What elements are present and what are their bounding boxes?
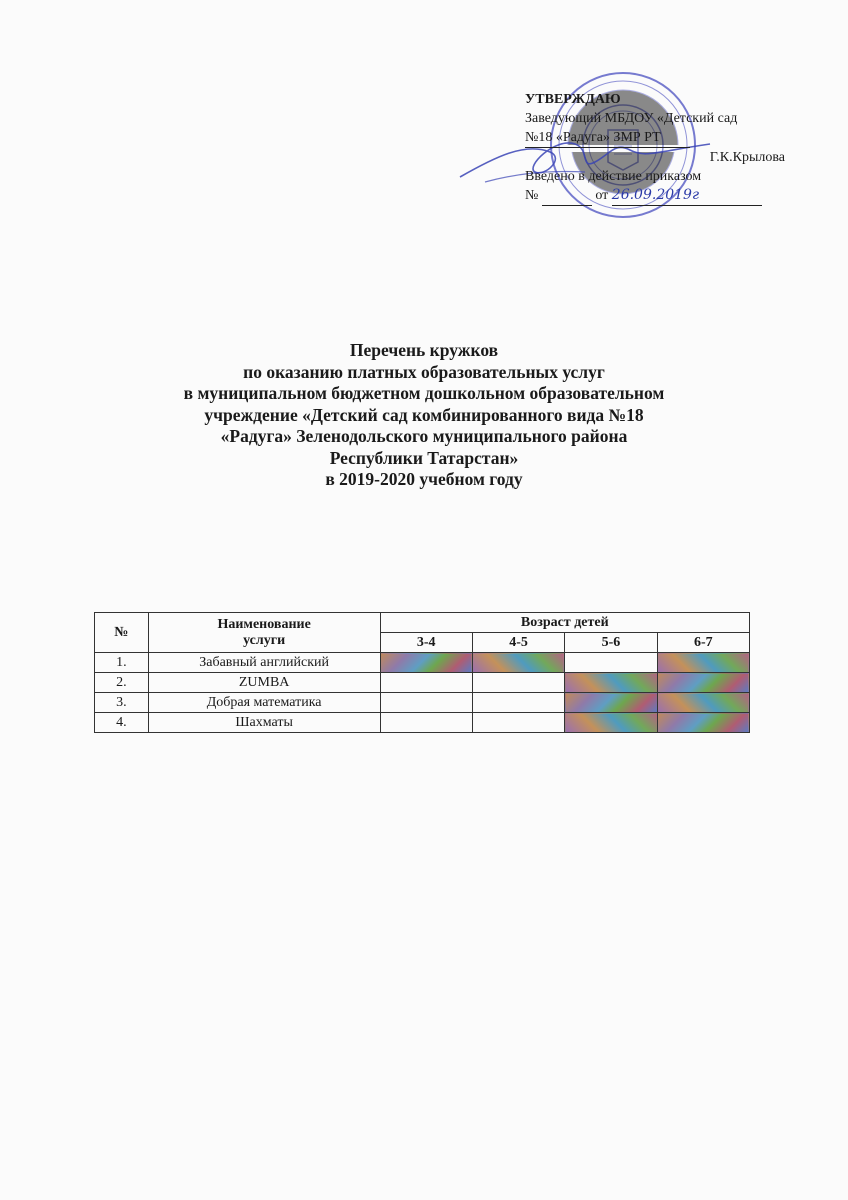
title-line-5: «Радуга» Зеленодольского муниципального района (220, 426, 628, 446)
age-cell-empty (472, 693, 564, 713)
row-service-name: Шахматы (148, 713, 380, 733)
header-age-6-7: 6-7 (657, 633, 749, 653)
order-no-blank (542, 186, 592, 206)
table-row (95, 713, 750, 733)
age-cell-filled (657, 693, 749, 713)
header-service-name-1: Наименование (217, 616, 311, 632)
row-number: 2. (95, 673, 149, 693)
age-cell-empty (565, 653, 657, 673)
approval-signer: Г.К.Крылова (709, 150, 785, 165)
age-cell-filled (472, 653, 564, 673)
title-line-2: по оказанию платных образовательных услуг (243, 361, 605, 382)
age-cell-empty (380, 713, 472, 733)
approval-position: Заведующий МБДОУ «Детский сад (525, 111, 738, 126)
age-cell-empty (472, 673, 564, 693)
order-date: 26.09.2019г (612, 186, 762, 206)
age-cell-filled (657, 653, 749, 673)
approval-organization-text: №18 «Радуга» ЗМР РТ (525, 128, 690, 148)
age-cell-filled (657, 673, 749, 693)
age-cell-filled (380, 653, 472, 673)
approval-order-number-line (525, 186, 825, 206)
header-age-4-5: 4-5 (472, 633, 564, 653)
header-service-name (148, 613, 380, 653)
header-service-name-2: услуги (243, 632, 286, 648)
table-row (95, 653, 750, 673)
age-cell-empty (472, 713, 564, 733)
title-line-1: Перечень кружков (349, 340, 499, 360)
row-number: 3. (95, 693, 149, 713)
order-no-label: № (525, 188, 539, 203)
header-number: № (95, 613, 149, 653)
row-service-name: ZUMBA (148, 673, 380, 693)
services-table (94, 612, 750, 733)
age-cell-filled (657, 713, 749, 733)
table-row (95, 693, 750, 713)
title-line-6: Республики Татарстан» (329, 447, 519, 468)
header-age-5-6: 5-6 (565, 633, 657, 653)
title-line-4: учреждение «Детский сад комбинированного вида №18 (204, 404, 644, 425)
document-title (120, 340, 728, 491)
header-age-group: Возраст детей (380, 613, 749, 633)
approval-organization (525, 128, 825, 148)
header-age-3-4: 3-4 (380, 633, 472, 653)
approval-block (525, 90, 825, 206)
age-cell-empty (380, 693, 472, 713)
row-number: 4. (95, 713, 149, 733)
table-row (95, 673, 750, 693)
age-cell-filled (565, 673, 657, 693)
age-cell-filled (565, 693, 657, 713)
title-line-7: в 2019-2020 учебном году (325, 469, 523, 489)
approval-order-line: Введено в действие приказом (525, 169, 702, 184)
row-service-name: Добрая математика (148, 693, 380, 713)
title-line-3: в муниципальном бюджетном дошкольном образовательном (183, 383, 665, 403)
row-service-name: Забавный английский (148, 653, 380, 673)
age-cell-filled (565, 713, 657, 733)
order-from-label: от (595, 188, 609, 203)
approval-title: УТВЕРЖДАЮ (525, 92, 621, 107)
row-number: 1. (95, 653, 149, 673)
age-cell-empty (380, 673, 472, 693)
